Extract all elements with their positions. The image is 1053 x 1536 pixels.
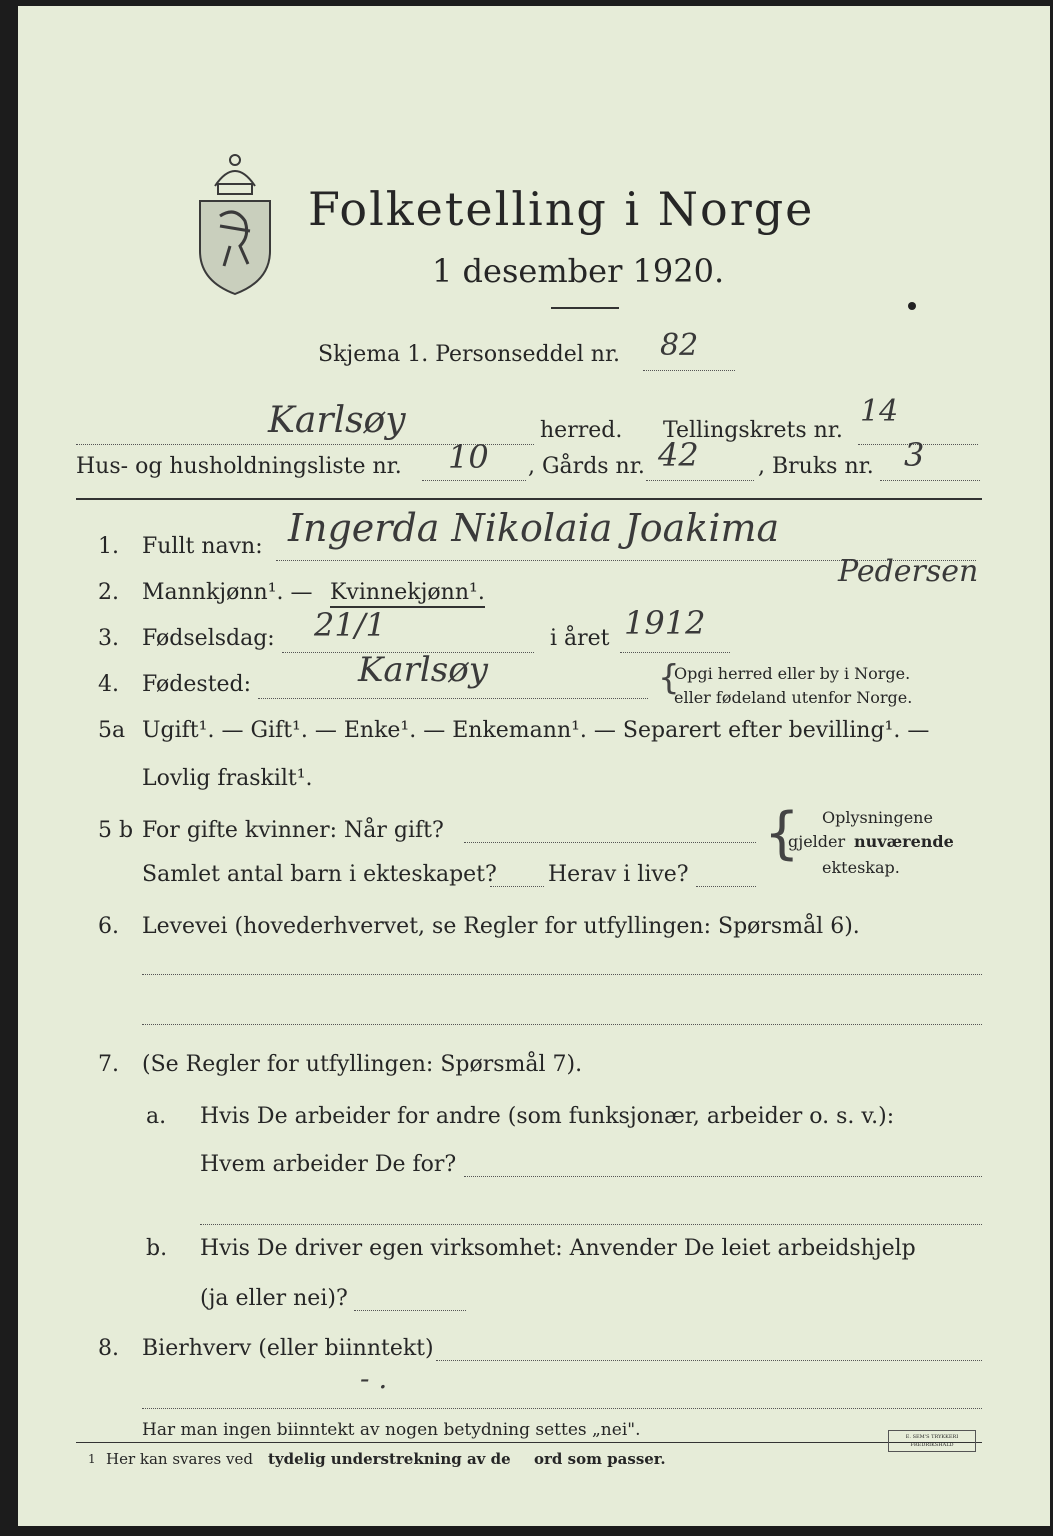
q7b-label-1: Hvis De driver egen virksomhet: Anvender De leiet arbeidshjelp [200, 1236, 916, 1261]
q3-label: Fødselsdag: [142, 626, 275, 651]
herred-value[interactable]: Karlsøy [268, 400, 406, 441]
q4-field-line [258, 698, 648, 699]
q6-label: Levevei (hovederhvervet, se Regler for utfyllingen: Spørsmål 6). [142, 914, 860, 939]
gards-field-line [646, 480, 754, 481]
q4-note-1: Opgi herred eller by i Norge. [674, 664, 911, 683]
q8-value[interactable]: - . [360, 1362, 388, 1395]
bruks-label: , Bruks nr. [758, 454, 874, 479]
census-form [18, 6, 1050, 1526]
q4-note-2: eller fødeland utenfor Norge. [674, 688, 913, 707]
q2-male-option[interactable]: Mannkjønn¹. — [142, 580, 313, 605]
gards-label: , Gårds nr. [528, 454, 645, 479]
title-rule [551, 307, 619, 309]
q2-number: 2. [98, 580, 119, 605]
q4-birthplace-value[interactable]: Karlsøy [358, 650, 488, 690]
q3-year-value[interactable]: 1912 [624, 604, 706, 642]
coat-of-arms-icon [190, 146, 280, 296]
q7-number: 7. [98, 1052, 119, 1077]
footnote-text-2: tydelig understrekning av de [268, 1450, 511, 1468]
q4-label: Fødested: [142, 672, 252, 697]
q3-date-value[interactable]: 21/1 [314, 606, 386, 644]
q7a-label-1: Hvis De arbeider for andre (som funksjonær, arbeider o. s. v.): [200, 1104, 895, 1129]
q6-field-line-1 [142, 974, 982, 975]
bruks-nr-value[interactable]: 3 [904, 436, 925, 474]
footnote-text-3: ord som passer. [534, 1450, 666, 1468]
skjema-label: Skjema 1. Personseddel nr. [318, 342, 621, 367]
q5a-options-2[interactable]: Lovlig fraskilt¹. [142, 766, 313, 791]
herred-label: herred. [540, 418, 623, 443]
gards-nr-value[interactable]: 42 [658, 436, 699, 474]
q7-label: (Se Regler for utfyllingen: Spørsmål 7). [142, 1052, 583, 1077]
footnote-mark: 1 [88, 1452, 96, 1466]
q5b-note-2b: nuværende [854, 832, 954, 851]
q7a-field-line-1 [464, 1176, 982, 1177]
tellingskrets-nr-value[interactable]: 14 [860, 394, 899, 429]
q5a-options[interactable]: Ugift¹. — Gift¹. — Enke¹. — Enkemann¹. — Separert efter bevilling¹. — [142, 718, 930, 743]
q6-number: 6. [98, 914, 119, 939]
q2-female-option[interactable]: Kvinnekjønn¹. [330, 580, 485, 608]
q8-field-line-1 [436, 1360, 982, 1361]
q5b-brace: { [764, 801, 800, 866]
q6-field-line-2 [142, 1024, 982, 1025]
q7a-letter: a. [146, 1104, 167, 1129]
footer-separator [76, 1442, 982, 1443]
q7a-label-2: Hvem arbeider De for? [200, 1152, 457, 1177]
q5b-alive-field-line [696, 886, 756, 887]
personseddel-nr-value[interactable]: 82 [660, 328, 699, 363]
q5b-children-label: Samlet antal barn i ekteskapet? [142, 862, 497, 887]
q3-number: 3. [98, 626, 119, 651]
q5b-married-label: For gifte kvinner: Når gift? [142, 818, 444, 843]
q5b-note-3: ekteskap. [822, 858, 900, 877]
q1-number: 1. [98, 534, 119, 559]
q5a-number: 5a [98, 718, 126, 743]
husliste-field-line [422, 480, 526, 481]
personseddel-field-line [643, 370, 735, 371]
q7a-field-line-2 [200, 1224, 982, 1225]
q5b-married-field-line [464, 842, 756, 843]
form-date: 1 desember 1920. [432, 252, 725, 290]
q5b-children-field-line [490, 886, 544, 887]
q1-surname-value[interactable]: Pedersen [838, 554, 979, 589]
q8-number: 8. [98, 1336, 119, 1361]
tellingskrets-label: Tellingskrets nr. [663, 418, 843, 443]
husliste-label: Hus- og husholdningsliste nr. [76, 454, 402, 479]
q5b-alive-label: Herav i live? [548, 862, 689, 887]
q8-note: Har man ingen biinntekt av nogen betydning settes „nei". [142, 1420, 641, 1440]
q7b-letter: b. [146, 1236, 168, 1261]
bruks-field-line [880, 480, 980, 481]
q5b-note-2: gjelder [788, 832, 846, 851]
q4-brace: { [658, 658, 680, 698]
husliste-nr-value[interactable]: 10 [448, 438, 489, 476]
q1-name-value[interactable]: Ingerda Nikolaia Joakima [288, 506, 780, 550]
q3-year-label: i året [550, 626, 610, 651]
ink-dot [908, 302, 916, 310]
header-separator [76, 498, 982, 500]
q8-field-line-2 [142, 1408, 982, 1409]
q4-number: 4. [98, 672, 119, 697]
q7b-field-line [354, 1310, 466, 1311]
q5b-number: 5 b [98, 818, 134, 843]
q3-year-field-line [620, 652, 730, 653]
form-title: Folketelling i Norge [308, 182, 815, 236]
q1-label: Fullt navn: [142, 534, 263, 559]
q8-label: Bierhverv (eller biinntekt) [142, 1336, 434, 1361]
footnote-text-1: Her kan svares ved [106, 1450, 253, 1468]
q7b-label-2: (ja eller nei)? [200, 1286, 348, 1311]
printer-stamp: E. SEM'S TRYKKERI FREDRIKSHALD [888, 1430, 976, 1452]
q5b-note-1: Oplysningene [822, 808, 933, 827]
